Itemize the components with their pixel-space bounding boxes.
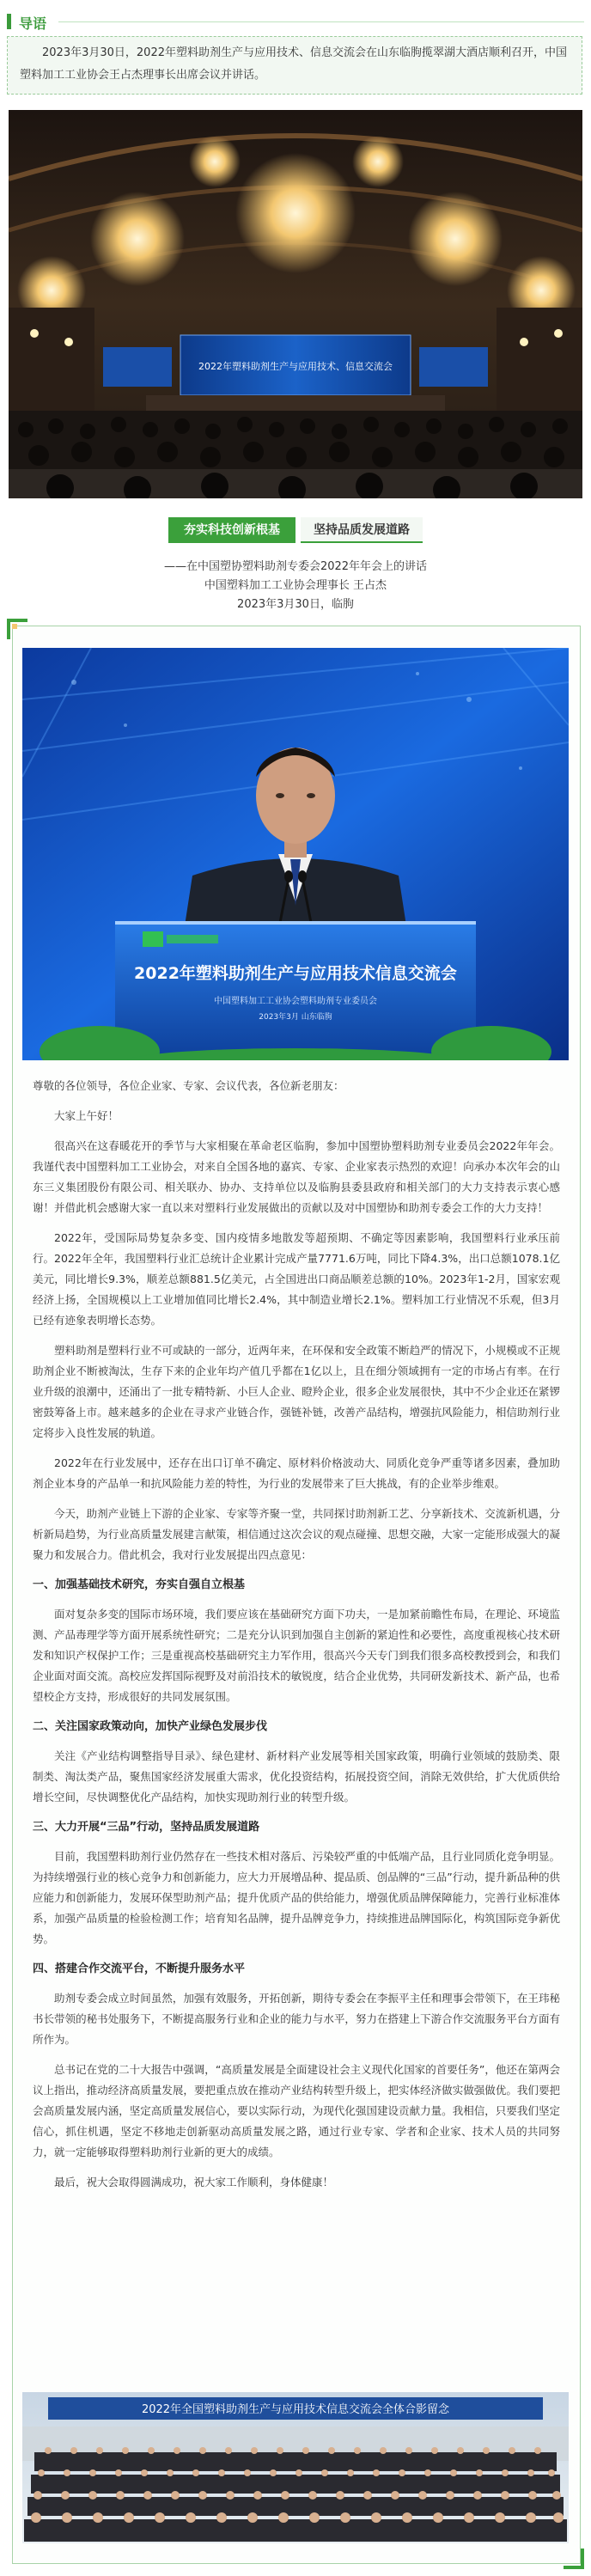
speech-article bbox=[33, 1076, 560, 2202]
section-heading-4: 四、搭建合作交流平台，不断提升服务水平 bbox=[33, 1963, 246, 1975]
speaker-name: 中国塑料加工工业协会理事长 王占杰 bbox=[204, 579, 387, 592]
section-heading-1: 一、加强基础技术研究，夯实自强自立根基 bbox=[33, 1578, 246, 1591]
paragraph-platform: 助剂专委会成立时间虽然，加强有效服务，开拓创新，期待专委会在李振平主任和理事会带领下，在王玮秘书长带领的秘书处服务下，不断提高服务行业和企业的能力与水平，努力在搭建上下游合作交流服务平台方面有所作为。 bbox=[33, 1992, 560, 2046]
guide-divider bbox=[58, 21, 584, 22]
title-tag-left: 夯实科技创新根基 bbox=[168, 517, 296, 543]
speech-occasion: ——在中国塑协塑料助剂专委会2022年年会上的讲话 bbox=[163, 560, 428, 573]
podium-organizer: 中国塑料加工工业协会塑料助剂专业委员会 bbox=[214, 997, 377, 1006]
paragraph-policy: 关注《产业结构调整指导目录》、绿色建材、新材料产业发展等相关国家政策，明确行业领域的鼓励类、限制类、淘汰类产品，聚焦国家经济发展重大需求，优化投资结构，拓展投资空间，消除无效供给，扩大优质供给增长空间，尽快调整优化产品结构，加快实现助剂行业的转型升级。 bbox=[33, 1749, 560, 1804]
paragraph-welcome: 很高兴在这春暖花开的季节与大家相聚在革命老区临朐，参加中国塑协塑料助剂专业委员会2022年年会。我谨代表中国塑料加工工业协会，对来自全国各地的嘉宾、专家、企业家表示热烈的欢迎！向承办本次年会的山东三义集团股份有限公司、相关联办、协办、支持单位以及临朐县委县政府和相关部门的大力支持表示衷心感谢！并借此机会感谢大家一直以来对塑料行业发展做出的贡献以及对中国塑协和助剂专委会工作的大力支持！ bbox=[33, 1139, 560, 1214]
podium-title: 2022年塑料助剂生产与应用技术信息交流会 bbox=[134, 964, 457, 983]
paragraph-additives: 塑料助剂是塑料行业不可或缺的一部分，近两年来，在环保和安全政策不断趋严的情况下，小规模或不正规助剂企业不断被淘汰，生存下来的企业年均产值几乎都在1亿以上，且在细分领域拥有一定的市场占有率。在行业升级的浪潮中，还涌出了一批专精特新、小巨人企业、瞪羚企业，很多企业发展很快，其中不少企业还在紧锣密鼓筹备上市。越来越多的企业在寻求产业链合作，强链补链，改善产品结构，增强抗风险能力，相信助剂行业定将步入良性发展的轨道。 bbox=[33, 1344, 560, 1439]
title-tag-right: 坚持品质发展道路 bbox=[301, 517, 423, 543]
corner-decoration-icon bbox=[562, 2547, 584, 2569]
guide-accent-bar bbox=[7, 14, 11, 29]
section-heading-2: 二、关注国家政策动向，加快产业绿色发展步伐 bbox=[33, 1720, 268, 1733]
paragraph-four-points: 今天，助剂产业链上下游的企业家、专家等齐聚一堂，共同探讨助剂新工艺、分享新技术、交流新机遇，分析新局趋势，为行业高质量发展建言献策，相信通过这次会议的观点碰撞、思想交融，大家一定能形成强大的凝聚力和发展合力。借此机会，我对行业发展提出四点意见： bbox=[33, 1507, 560, 1561]
paragraph-three-products: 目前，我国塑料助剂行业仍然存在一些技术相对落后、污染较严重的中低端产品，且行业同质化竞争明显。为持续增强行业的核心竞争力和创新能力，应大力开展增品种、提品质、创品牌的“三品”行动，提升新品种的供应能力和创新能力，发展环保型助剂产品；提升优质产品的供给能力，增强优质品牌保障能力，完善行业标准体系，加强产品质量的检验检测工作；培育知名品牌，提升品牌竞争力，持续推进品牌国际化，构筑国际竞争新优势。 bbox=[33, 1850, 560, 1945]
speech-date: 2023年3月30日，临朐 bbox=[237, 598, 354, 611]
conference-hall-photo bbox=[9, 110, 582, 498]
speaker-photo bbox=[22, 648, 569, 1060]
greeting: 尊敬的各位领导，各位企业家、专家、会议代表，各位新老朋友： bbox=[33, 1079, 344, 1092]
group-photo-banner: 2022年全国塑料助剂生产与应用技术信息交流会全体合影留念 bbox=[141, 2403, 450, 2416]
paragraph-high-quality: 总书记在党的二十大报告中强调，“高质量发展是全面建设社会主义现代化国家的首要任务”，他还在第两会议上指出，推动经济高质量发展，要把重点放在推动产业结构转型升级上，把实体经济做实做强做优。我们要把会高质量发展内涵，坚定高质量发展信心，要以实际行动，为现代化强国建设贡献力量。我相信，只要我们坚定信心，抓住机遇，坚定不移地走创新驱动高质量发展之路，通过行业专家、学者和企业家、技术人员的共同努力，就一定能够取得塑料助剂行业新的更大的成绩。 bbox=[33, 2063, 560, 2158]
corner-decoration-icon bbox=[7, 619, 29, 641]
paragraph-challenges: 2022年在行业发展中，还存在出口订单不确定、原材料价格波动大、同质化竞争严重等诸多因素，叠加助剂企业本身的产品单一和抗风险能力差的特性，为行业的发展带来了巨大挑战，有的企业举步维艰。 bbox=[33, 1456, 560, 1490]
guide-header bbox=[7, 10, 584, 33]
section-heading-3: 三、大力开展“三品”行动，坚持品质发展道路 bbox=[33, 1821, 260, 1834]
hall-screen-title: 2022年塑料助剂生产与应用技术、信息交流会 bbox=[198, 361, 393, 372]
group-photo bbox=[22, 2392, 569, 2543]
paragraph-industry-2022: 2022年，受国际局势复杂多变、国内疫情多地散发等超预期、不确定等因素影响，我国塑料行业承压前行。2022年全年，我国塑料行业汇总统计企业累计完成产量7771.6万吨，同比下降4.3%，出口总额1078.1亿美元，同比增长9.3%，顺差总额881.5亿美元，占全国进出口商品顺差总额的10%。2023年1-2月，国家宏观经济上扬，全国规模以上工业增加值同比增长2.4%，其中制造业增长2.1%。塑料加工行业情况不乐观，但3月已经有迹象表明增长态势。 bbox=[33, 1231, 560, 1327]
opening-hello: 大家上午好！ bbox=[54, 1109, 119, 1122]
podium-date: 2023年3月 山东临朐 bbox=[259, 1013, 332, 1022]
paragraph-basic-research: 面对复杂多变的国际市场环境，我们要应该在基础研究方面下功夫，一是加紧前瞻性布局，在理论、环境监测、产品毒理学等方面开展系统性研究；二是充分认识到加强自主创新的紧迫性和必要性，高度重视核心技术研发和知识产权保护工作；三是重视高校基础研究主力军作用，很高兴今天专门到我们很多高校教授到会，和我们企业面对面交流。高校应发挥国际视野及对前沿技术的敏锐度，结合企业优势，共同研发新技术、新产品，也希望校企方支持，形成很好的共同发展氛围。 bbox=[33, 1608, 560, 1703]
guide-text: 2023年3月30日，2022年塑料助剂生产与应用技术、信息交流会在山东临朐揽翠湖大酒店顺利召开，中国塑料加工工业协会王占杰理事长出席会议并讲话。 bbox=[7, 36, 582, 95]
closing-wishes: 最后，祝大会取得圆满成功，祝大家工作顺利，身体健康！ bbox=[54, 2176, 334, 2188]
guide-title: 导语 bbox=[19, 15, 47, 32]
